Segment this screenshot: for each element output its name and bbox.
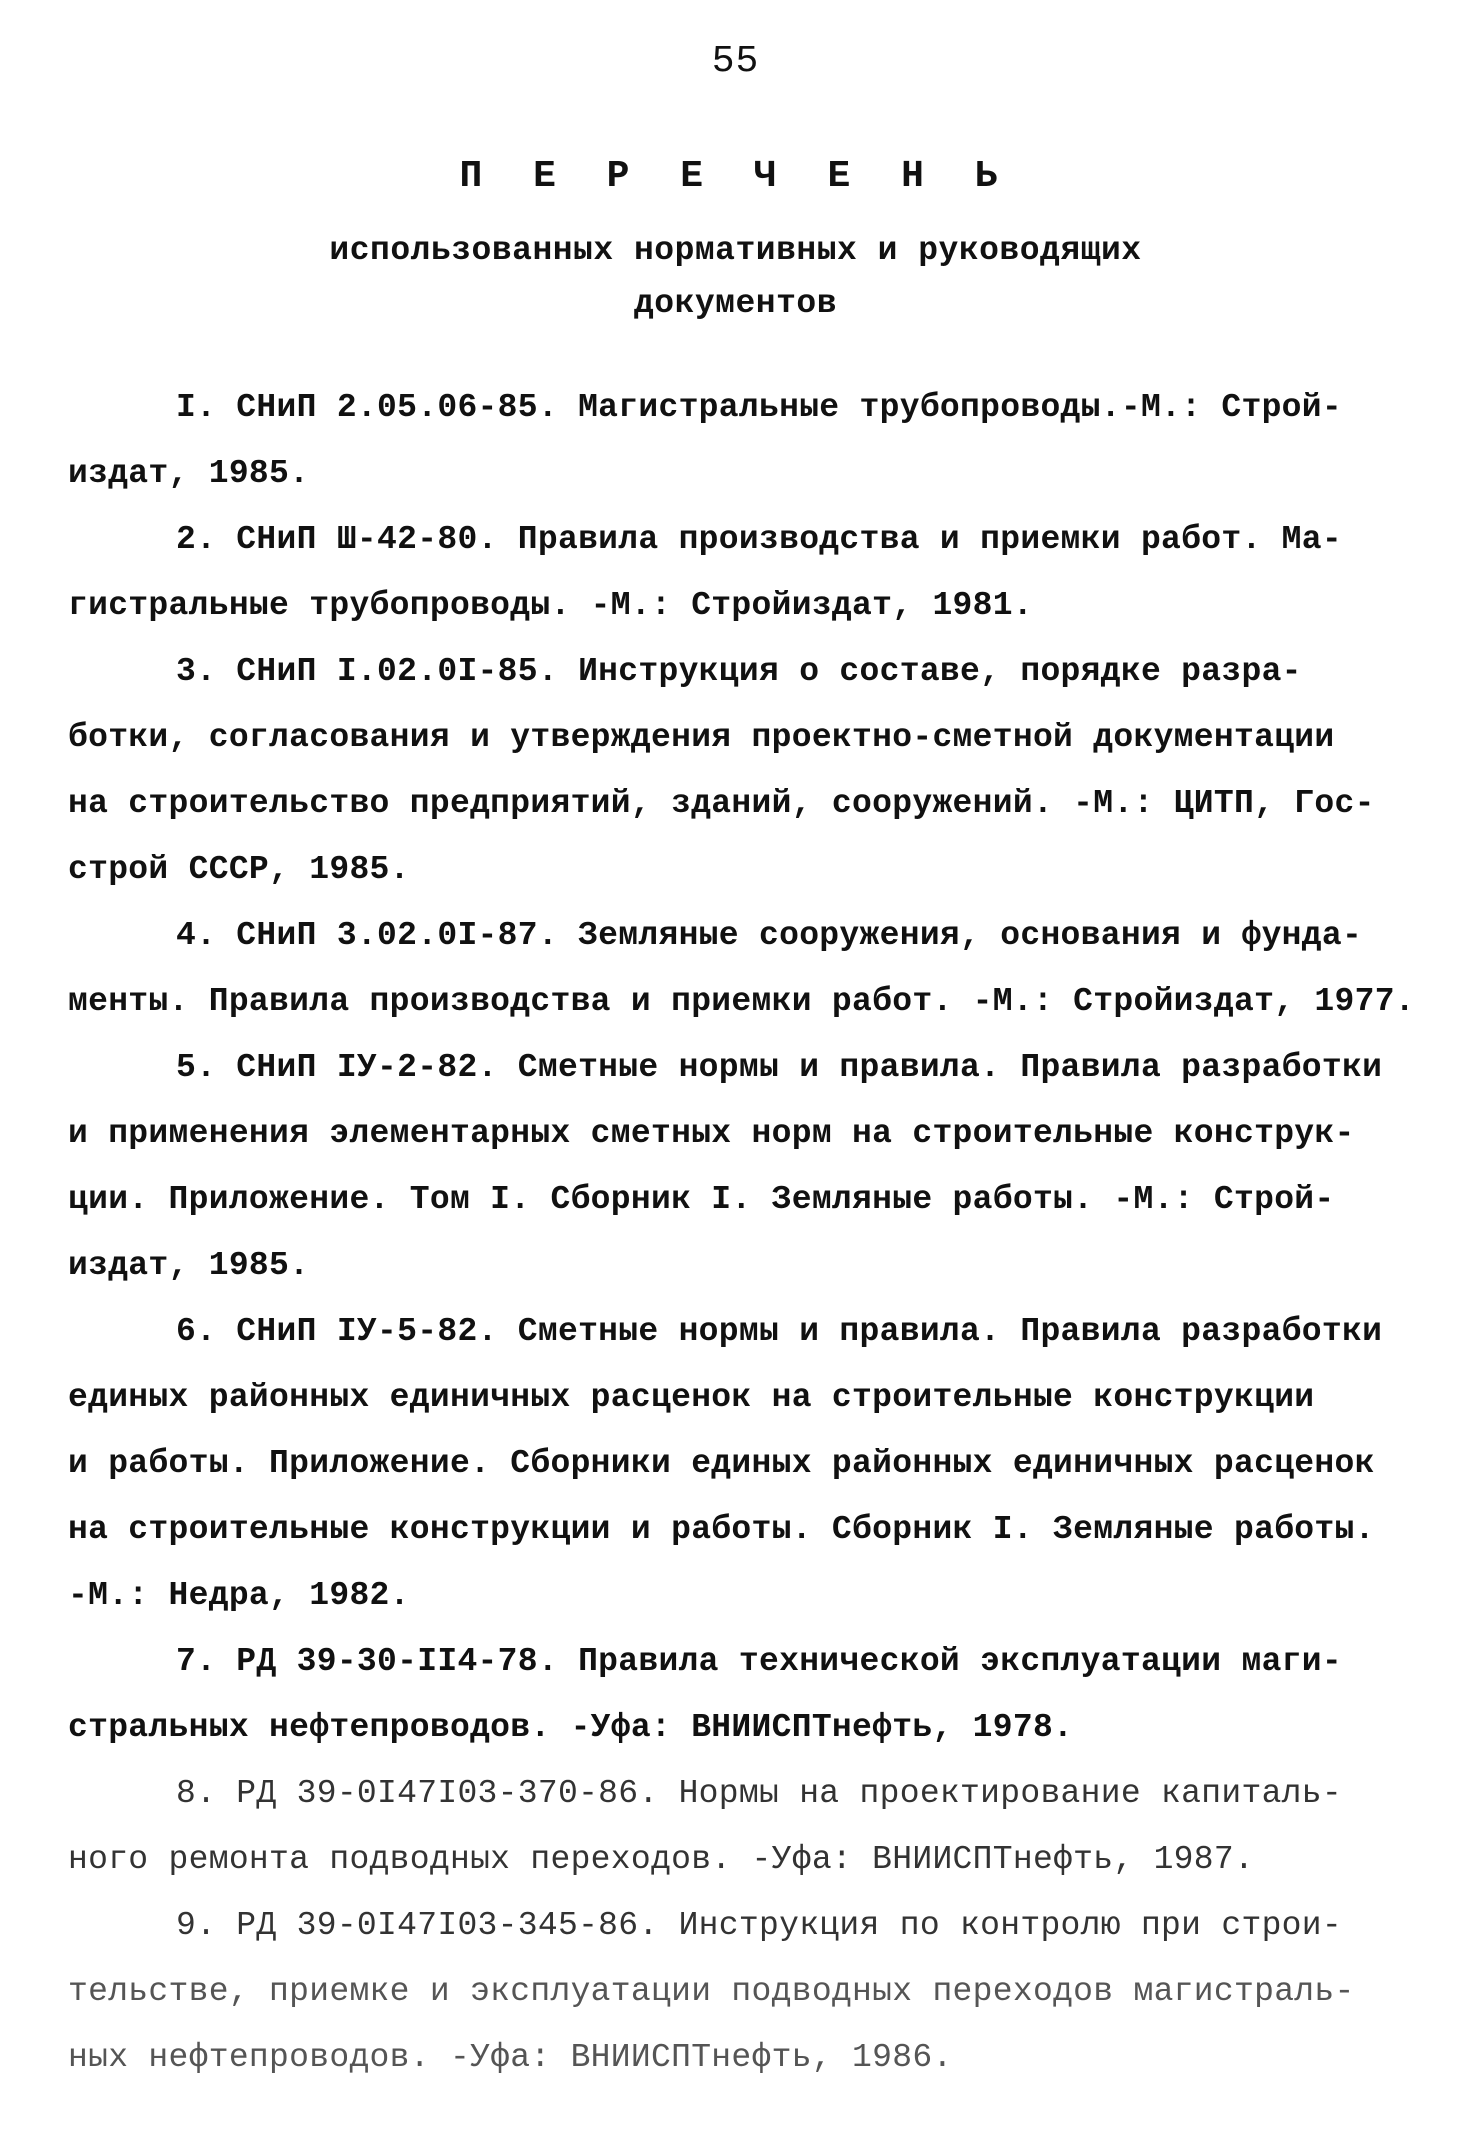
reference-item-4 <box>68 903 1415 1035</box>
reference-line: -М.: Недра, 1982. <box>68 1577 410 1614</box>
reference-line: ного ремонта подводных переходов. -Уфа: ВНИИСПТнефть, 1987. <box>68 1841 1255 1878</box>
reference-line: единых районных единичных расценок на строительные конструкции <box>68 1379 1315 1416</box>
reference-line: ботки, согласования и утверждения проектно-сметной документации <box>68 719 1335 756</box>
reference-item-6 <box>68 1299 1408 1629</box>
reference-item-2 <box>68 507 1408 639</box>
document-title: П Е Р Е Ч Е Н Ь <box>459 155 1012 198</box>
reference-item-3 <box>68 639 1408 903</box>
reference-line: гистральные трубопроводы. -М.: Стройиздат, 1981. <box>68 587 1033 624</box>
reference-line: на строительные конструкции и работы. Сборник I. Земляные работы. <box>68 1511 1375 1548</box>
reference-line: тельстве, приемке и эксплуатации подводных переходов магистраль- <box>68 1973 1355 2010</box>
reference-list <box>68 375 1415 2091</box>
page-number: 55 <box>711 40 760 83</box>
reference-item-7 <box>68 1629 1408 1761</box>
reference-line: 5. СНиП IУ-2-82. Сметные нормы и правила. Правила разработки <box>176 1049 1383 1086</box>
reference-line: 4. СНиП 3.02.0I-87. Земляные сооружения, основания и фунда- <box>176 917 1363 954</box>
reference-line: 6. СНиП IУ-5-82. Сметные нормы и правила. Правила разработки <box>176 1313 1383 1350</box>
reference-line: менты. Правила производства и приемки работ. -М.: Стройиздат, 1977. <box>68 983 1415 1020</box>
reference-line: и работы. Приложение. Сборники единых районных единичных расценок <box>68 1445 1375 1482</box>
reference-line: и применения элементарных сметных норм на строительные конструк- <box>68 1115 1355 1152</box>
reference-line: ции. Приложение. Том I. Сборник I. Земляные работы. -М.: Строй- <box>68 1181 1335 1218</box>
reference-item-5 <box>68 1035 1408 1299</box>
reference-item-8 <box>68 1761 1408 1893</box>
reference-line: строй СССР, 1985. <box>68 851 410 888</box>
reference-item-9 <box>68 1893 1408 2091</box>
reference-line: 2. СНиП Ш-42-80. Правила производства и приемки работ. Ма- <box>176 521 1342 558</box>
reference-line: 8. РД 39-0I47I03-370-86. Нормы на проектирование капиталь- <box>176 1775 1342 1812</box>
document-subtitle-line-2: документов <box>633 285 838 322</box>
reference-line: 7. РД 39-30-II4-78. Правила технической эксплуатации маги- <box>176 1643 1342 1680</box>
reference-line: I. СНиП 2.05.06-85. Магистральные трубопроводы.-М.: Строй- <box>176 389 1342 426</box>
reference-line: 9. РД 39-0I47I03-345-86. Инструкция по контролю при строи- <box>176 1907 1342 1944</box>
reference-line: издат, 1985. <box>68 455 310 492</box>
reference-line: издат, 1985. <box>68 1247 310 1284</box>
reference-line: 3. СНиП I.02.0I-85. Инструкция о составе, порядке разра- <box>176 653 1302 690</box>
reference-line: на строительство предприятий, зданий, сооружений. -М.: ЦИТП, Гос- <box>68 785 1375 822</box>
document-subtitle-line-1: использованных нормативных и руководящих <box>329 232 1142 269</box>
reference-line: стральных нефтепроводов. -Уфа: ВНИИСПТнефть, 1978. <box>68 1709 1074 1746</box>
reference-line: ных нефтепроводов. -Уфа: ВНИИСПТнефть, 1986. <box>68 2039 953 2076</box>
reference-item-1 <box>68 375 1408 507</box>
